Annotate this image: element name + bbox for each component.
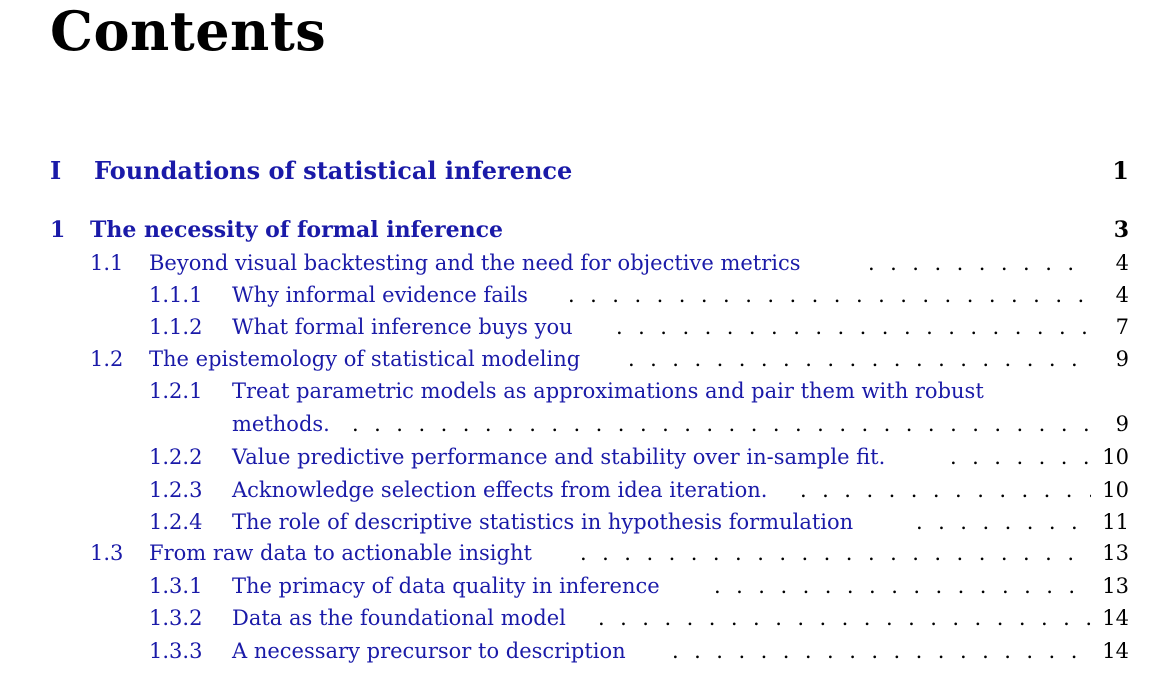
dot-leader bbox=[800, 478, 1091, 502]
page-title: Contents bbox=[50, 0, 327, 63]
part-title-link[interactable]: Foundations of statistical inference bbox=[94, 156, 573, 185]
chapter-page-number: 3 bbox=[1113, 217, 1129, 243]
subsection-page-number: 10 bbox=[1102, 445, 1129, 469]
dot-leader bbox=[616, 315, 1091, 339]
section-number: 1.1 bbox=[90, 251, 124, 275]
section-page-number: 9 bbox=[1115, 347, 1129, 371]
dot-leader bbox=[868, 251, 1091, 275]
subsection-page-number: 14 bbox=[1102, 639, 1129, 663]
section-page-number: 13 bbox=[1102, 541, 1129, 565]
dot-leader bbox=[916, 510, 1091, 534]
dot-leader bbox=[568, 283, 1091, 307]
dot-leader bbox=[714, 574, 1091, 598]
subsection-page-number: 4 bbox=[1115, 283, 1129, 307]
subsection-number: 1.3.2 bbox=[149, 606, 203, 630]
subsection-title-link[interactable]: Why informal evidence fails bbox=[232, 283, 528, 307]
dot-leader bbox=[352, 412, 1091, 436]
subsection-title-link[interactable]: What formal inference buys you bbox=[232, 315, 573, 339]
dot-leader bbox=[628, 347, 1091, 371]
section-title-link[interactable]: The epistemology of statistical modeling bbox=[149, 347, 581, 371]
subsection-page-number: 7 bbox=[1115, 315, 1129, 339]
section-number: 1.3 bbox=[90, 541, 124, 565]
section-page-number: 4 bbox=[1115, 251, 1129, 275]
subsection-title-link[interactable]: Data as the foundational model bbox=[232, 606, 566, 630]
subsection-title-link[interactable]: A necessary precursor to description bbox=[232, 639, 626, 663]
subsection-number: 1.3.3 bbox=[149, 639, 203, 663]
part-number: I bbox=[50, 156, 62, 185]
subsection-title-link[interactable]: The role of descriptive statistics in hypothesis formulation bbox=[232, 510, 854, 534]
chapter-number: 1 bbox=[50, 217, 66, 243]
subsection-title-link[interactable]: Acknowledge selection effects from idea iteration. bbox=[232, 478, 768, 502]
subsection-title-link[interactable]: The primacy of data quality in inference bbox=[232, 574, 660, 598]
subsection-number: 1.2.4 bbox=[149, 510, 203, 534]
subsection-title-link-continuation[interactable]: methods. bbox=[232, 412, 330, 436]
subsection-number: 1.3.1 bbox=[149, 574, 203, 598]
subsection-title-link[interactable]: Treat parametric models as approximations and pair them with robust bbox=[232, 379, 984, 403]
subsection-page-number: 11 bbox=[1102, 510, 1129, 534]
subsection-title-link[interactable]: Value predictive performance and stability over in-sample fit. bbox=[232, 445, 886, 469]
section-title-link[interactable]: From raw data to actionable insight bbox=[149, 541, 532, 565]
dot-leader bbox=[580, 541, 1091, 565]
subsection-page-number: 13 bbox=[1102, 574, 1129, 598]
subsection-number: 1.2.3 bbox=[149, 478, 203, 502]
section-title-link[interactable]: Beyond visual backtesting and the need for objective metrics bbox=[149, 251, 801, 275]
part-page-number: 1 bbox=[1112, 156, 1129, 185]
subsection-number: 1.2.1 bbox=[149, 379, 203, 403]
subsection-page-number: 14 bbox=[1102, 606, 1129, 630]
chapter-title-link[interactable]: The necessity of formal inference bbox=[90, 217, 504, 243]
subsection-page-number: 10 bbox=[1102, 478, 1129, 502]
subsection-number: 1.2.2 bbox=[149, 445, 203, 469]
dot-leader bbox=[598, 606, 1091, 630]
subsection-page-number: 9 bbox=[1115, 412, 1129, 436]
dot-leader bbox=[950, 445, 1091, 469]
subsection-number: 1.1.2 bbox=[149, 315, 203, 339]
section-number: 1.2 bbox=[90, 347, 124, 371]
dot-leader bbox=[672, 639, 1091, 663]
subsection-number: 1.1.1 bbox=[149, 283, 203, 307]
